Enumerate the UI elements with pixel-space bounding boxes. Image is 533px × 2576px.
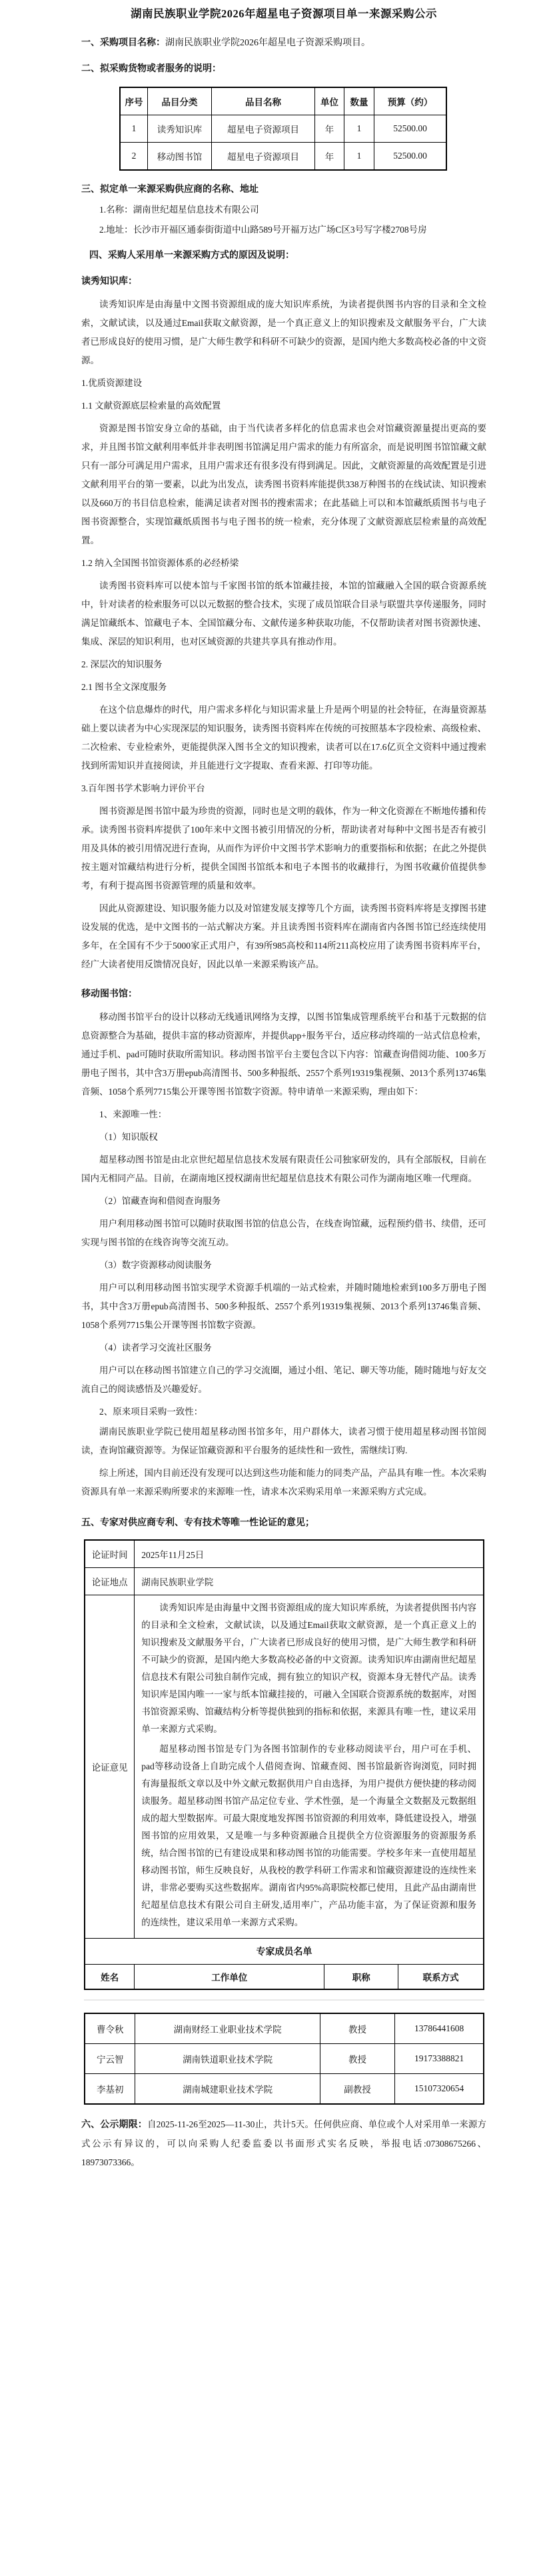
subheading-2: 2. 深层次的知识服务 bbox=[81, 659, 163, 669]
items-header-name: 品目名称 bbox=[212, 87, 315, 115]
experts-header-name: 姓名 bbox=[85, 1965, 135, 1990]
section-3-heading: 三、拟定单一来源采购供应商的名称、地址 bbox=[81, 185, 259, 195]
subheading-2-1: 2.1 图书全文深度服务 bbox=[81, 682, 167, 692]
duxiu-heading: 读秀知识库： bbox=[81, 277, 137, 287]
expert-title: 教授 bbox=[320, 2044, 394, 2074]
section-1-line bbox=[81, 33, 486, 53]
review-place-label: 论证地点 bbox=[85, 1568, 135, 1595]
subheading-1: 1.优质资源建设 bbox=[81, 378, 143, 388]
review-opinion-paragraph-1: 读秀知识库是由海量中文图书资源组成的庞大知识库系统，为读者提供图书内容的目录和全文检索，文献试读，以及通过Email获取文献资源，是一个真正意义上的知识搜索及文献服务平台，广大读者已形成良好的使用习惯，是广大师生教学和科研不可缺少的资源，是国内绝大多数高校必备的中文资源。读秀知识库由湖南世纪超星信息技术有限公司独自制作完成，拥有独立的知识产权，资源本身无替代产品。读秀知识库是国内唯一一家与纸本馆藏挂接的，可融入全国联合资源系统的数据库，对图书馆资源采购、馆藏结构分析等提供独到的指标和依据，来源具有唯一性，建议采用单一来源方式采购。 bbox=[141, 1603, 476, 1734]
section-4-heading: 四、采购人采用单一来源采购方式的原因及说明： bbox=[89, 251, 294, 261]
table-row bbox=[85, 2044, 484, 2074]
mobile-library-intro-paragraph: 移动图书馆平台的设计以移动无线通讯网络为支撑，以图书馆集成管理系统平台和基于元数据的信息资源整合为基础，提供丰富的移动资源库，并提供app+服务平台，适应移动终端的一站式信息检索，通过手机、pad可随时获取所需知识。移动图书馆平台主要包含以下内容：馆藏查询借阅功能、100多万册电子图书，其中含3万册epub高清图书、500多种报纸、2557个系列19319集视频、2013个系列13746集音频、1058个系列7715集公开课等图书馆数字资源。特申请单一来源采购，理由如下： bbox=[81, 1012, 486, 1097]
expert-org: 湖南财经工业职业技术学院 bbox=[135, 2013, 320, 2044]
subheading-3: 3.百年图书学术影响力评价平台 bbox=[81, 783, 205, 793]
item-qty: 1 bbox=[344, 115, 374, 143]
expert-title: 副教授 bbox=[320, 2074, 394, 2105]
expert-org: 湖南城建职业技术学院 bbox=[135, 2074, 320, 2105]
expert-phone: 19173388821 bbox=[395, 2044, 484, 2074]
item-budget: 52500.00 bbox=[374, 143, 447, 171]
item-qty: 1 bbox=[344, 143, 374, 171]
table-row bbox=[85, 2074, 484, 2105]
expert-name: 曹令秋 bbox=[85, 2013, 135, 2044]
table-row bbox=[85, 1595, 484, 1939]
section-6-heading: 六、公示期限： bbox=[81, 2120, 147, 2130]
reason-2-heading: 2、原来项目采购一致性： bbox=[99, 1407, 203, 1417]
reason-1-1-paragraph: 超星移动图书馆是由北京世纪超星信息技术发展有限责任公司独家研发的，具有全部版权，目前在国内无相同产品。目前，在湖南地区授权湖南世纪超星信息技术有限公司作为湖南地区唯一代理商。 bbox=[81, 1155, 486, 1183]
section-2-line bbox=[81, 59, 486, 79]
experts-banner: 专家成员名单 bbox=[85, 1939, 484, 1965]
subheading-1-2: 1.2 纳入全国图书馆资源体系的必经桥梁 bbox=[81, 558, 239, 568]
reason-1-3-paragraph: 用户可以利用移动图书馆实现学术资源手机端的一站式检索，并随时随地检索到100多万册电子图书，其中含3万册epub高清图书、500多种报纸、2557个系列19319集视频、2013个系列13746集音频、1058个系列7715集公开课等图书馆数字资源。 bbox=[81, 1283, 486, 1330]
supplier-name-line: 1.名称：湖南世纪超星信息技术有限公司 bbox=[99, 205, 259, 215]
section-2-heading: 二、拟采购货物或者服务的说明： bbox=[81, 64, 221, 74]
reason-2-paragraph: 湖南民族职业学院已使用超星移动图书馆多年，用户群体大，读者习惯于使用超星移动图书馆阅读，查询馆藏资源等。为保证馆藏资源和平台服务的延续性和一致性，需继续订购. bbox=[81, 1427, 486, 1455]
table-row bbox=[85, 2013, 484, 2044]
item-unit: 年 bbox=[315, 143, 344, 171]
item-unit: 年 bbox=[315, 115, 344, 143]
subheading-1-1: 1.1 文献资源底层检索量的高效配置 bbox=[81, 401, 221, 411]
item-name: 超星电子资源项目 bbox=[212, 115, 315, 143]
table-row bbox=[120, 115, 446, 143]
expert-name: 宁云智 bbox=[85, 2044, 135, 2074]
table-row bbox=[85, 1568, 484, 1595]
mobile-library-heading: 移动图书馆： bbox=[81, 989, 137, 999]
paragraph-1-2: 读秀图书资料库可以使本馆与千家图书馆的纸本馆藏挂接，本馆的馆藏融入全国的联合资源系统中，针对读者的检索服务可以以元数据的整合技术，实现了成员馆联合目录与联盟共享传递服务，同时满足馆藏纸本、馆藏电子本、全国馆藏分布、文献传递多种获取功能，不仅帮助读者对图书资源快速、集成、深层的知识利用，也对区域资源的共建共享具有推动作用。 bbox=[81, 581, 486, 647]
paragraph-2-1: 在这个信息爆炸的时代，用户需求多样化与知识需求量上升是两个明显的社会特征，在海量资源基础上要以读者为中心实现深层的知识服务，读秀图书资料库在传统的可按照基本字段检索、高级检索、二次检索、专业检索外，更能提供深入图书全文的知识搜索，读者可以在17.6亿页全文资料中通过搜索找到所需知识并直接阅读，并且能进行文字提取、查看来源、打印等功能。 bbox=[81, 705, 486, 771]
section-5-heading: 五、专家对供应商专利、专有技术等唯一性论证的意见； bbox=[81, 1518, 314, 1528]
item-no: 2 bbox=[120, 143, 148, 171]
section-4-line bbox=[89, 246, 486, 265]
item-no: 1 bbox=[120, 115, 148, 143]
review-opinion-label: 论证意见 bbox=[85, 1595, 135, 1939]
reason-1-4-heading: （4）读者学习交流社区服务 bbox=[99, 1343, 212, 1353]
item-category: 读秀知识库 bbox=[148, 115, 212, 143]
review-time-value: 2025年11月25日 bbox=[135, 1540, 484, 1568]
item-category: 移动图书馆 bbox=[148, 143, 212, 171]
section-6-paragraph bbox=[81, 2115, 486, 2172]
section-6-text: 自2025-11-26至2025—11-30止，共计5天。任何供应商、单位或个人对采用单一来源方式公示有异议的，可以向采购人纪委监委以书面形式实名反映，举报电话:07308675266、18973073366。 bbox=[81, 2119, 487, 2167]
items-header-unit: 单位 bbox=[315, 87, 344, 115]
items-header-category: 品目分类 bbox=[148, 87, 212, 115]
duxiu-intro-paragraph: 读秀知识库是由海量中文图书资源组成的庞大知识库系统，为读者提供图书内容的目录和全文检索，文献试读，以及通过Email获取文献资源，是一个真正意义上的知识搜索及文献服务平台，广大读者已形成良好的使用习惯，是广大师生教学和科研不可缺少的资源，是国内绝大多数高校必备的中文资源。 bbox=[81, 299, 486, 365]
experts-header-phone: 联系方式 bbox=[398, 1965, 484, 1990]
review-opinion-paragraph-2: 超星移动图书馆是专门为各图书馆制作的专业移动阅读平台，用户可在手机、pad等移动设备上自助完成个人借阅查询、馆藏查阅、图书馆最新咨询浏览，同时拥有海量报纸文章以及中外文献元数据供用户自由选择，为用户提供方便快捷的移动阅读服务。超星移动图书馆产品定位专业、学术性强，是一个海量全文数据及元数据组成的超大型数据库。可最大限度地发挥图书馆资源的利用效率，降低建设投入，增强图书馆的应用效果，又是唯一与多种资源融合且提供全方位资源服务的资源服务系统，结合图书馆的已有建设成果和移动图书馆的功能需要。学校多年来一直使用超星移动图书馆，师生反映良好，从我校的教学科研工作需求和馆藏资源建设的连续性来讲，非常必要购买这些数据库。湖南省内95%高职院校都已使用，且此产品由湖南世纪超星信息技术有限公司自主研发,适用率广，产品功能丰富，为了保证资源和服务的连续性，建议采用单一来源方式采购。 bbox=[141, 1744, 476, 1927]
reason-1-2-heading: （2）馆藏查询和借阅查询服务 bbox=[99, 1196, 221, 1206]
reason-1-2-paragraph: 用户利用移动图书馆可以随时获取图书馆的信息公告，在线查询馆藏，远程预约借书、续借，还可实现与图书馆的在线咨询等交流互动。 bbox=[81, 1219, 486, 1247]
item-budget: 52500.00 bbox=[374, 115, 447, 143]
page-title: 湖南民族职业学院2026年超星电子资源项目单一来源采购公示 bbox=[131, 7, 437, 20]
items-table bbox=[119, 87, 447, 171]
items-header-no: 序号 bbox=[120, 87, 148, 115]
table-row bbox=[85, 1540, 484, 1568]
experts-table bbox=[84, 2013, 484, 2105]
summary-paragraph: 综上所述，国内目前还没有发现可以达到这些功能和能力的同类产品，产品具有唯一性。本次采购资源具有单一来源采购所要求的来源唯一性，请求本次采购采用单一来源采购方式完成。 bbox=[81, 1468, 486, 1497]
section-1-value: 湖南民族职业学院2026年超星电子资源采购项目。 bbox=[165, 38, 370, 48]
experts-header-row bbox=[85, 1965, 484, 1990]
section-1-heading: 一、采购项目名称： bbox=[81, 38, 165, 48]
table-row bbox=[120, 143, 446, 171]
expert-org: 湖南铁道职业技术学院 bbox=[135, 2044, 320, 2074]
review-time-label: 论证时间 bbox=[85, 1540, 135, 1568]
reason-1-1-heading: （1）知识版权 bbox=[99, 1132, 158, 1142]
reason-1-heading: 1、来源唯一性： bbox=[99, 1109, 167, 1119]
item-name: 超星电子资源项目 bbox=[212, 143, 315, 171]
reason-1-3-heading: （3）数字资源移动阅读服务 bbox=[99, 1260, 212, 1270]
expert-phone: 13786441608 bbox=[395, 2013, 484, 2044]
section-3-line bbox=[81, 180, 486, 199]
items-header-budget: 预算（约） bbox=[374, 87, 447, 115]
experts-header-title: 职称 bbox=[324, 1965, 398, 1990]
section-5-line bbox=[81, 1513, 486, 1533]
paragraph-3a: 图书资源是图书馆中最为珍贵的资源，同时也是文明的载体，作为一种文化资源在不断地传播和传承。读秀图书资料库提供了100年来中文图书被引用情况的分析，帮助读者对每种中文图书是否有被引用及具体的被引用情况进行查询，从而作为评价中文图书学术影响力的重要指标和依据；在此之外提供按主题对馆藏结构进行分析，提供全国图书馆纸本和电子本图书的收藏排行，为图书收藏价值提供参考，有利于提高图书资源管理的质量和效率。 bbox=[81, 806, 486, 891]
paragraph-3b: 因此从资源建设、知识服务能力以及对馆建发展支撑等几个方面，读秀图书资料库将是支撑图书建设发展的优选，是中文图书的一站式解决方案。并且读秀图书资料库在湖南省内各图书馆已经连续使用多年，在全国有不少于5000家正式用户，有39所985高校和114所211高校应用了读秀图书资料库平台，经广大读者使用反馈情况良好，因此以单一来源采购该产品。 bbox=[81, 903, 486, 969]
reason-1-4-paragraph: 用户可以在移动图书馆建立自己的学习交流圈，通过小组、笔记、聊天等功能，随时随地与好友交流自己的阅读感悟及兴趣爱好。 bbox=[81, 1365, 486, 1394]
expert-phone: 15107320654 bbox=[395, 2074, 484, 2105]
expert-name: 李基初 bbox=[85, 2074, 135, 2105]
items-table-header-row bbox=[120, 87, 446, 115]
expert-title: 教授 bbox=[320, 2013, 394, 2044]
supplier-address-line: 2.地址：长沙市开福区通泰街街道中山路589号开福万达广场C区3号写字楼2708号房 bbox=[99, 225, 427, 235]
review-place-value: 湖南民族职业学院 bbox=[135, 1568, 484, 1595]
table-row bbox=[85, 1939, 484, 1965]
items-header-qty: 数量 bbox=[344, 87, 374, 115]
experts-header-org: 工作单位 bbox=[135, 1965, 324, 1990]
review-table bbox=[84, 1539, 484, 1990]
page-break-line bbox=[84, 1999, 484, 2001]
paragraph-1-1: 资源是图书馆安身立命的基础，由于当代读者多样化的信息需求也会对馆藏资源量提出更高的要求，并且图书馆文献利用率低并非表明图书馆满足用户需求的能力有所富余，而是说明图书馆馆藏文献只有一部分可满足用户需求，且用户需求还有很多没有得到满足。因此，文献资源量的高效配置是引进文献利用平台的第一要素，以此为出发点，读秀图书资料库能提供338万种图书的在线试读、知识搜索以及660万的书目信息检索，能满足读者对图书的搜索需求；在此基础上可以和本馆藏纸质图书与电子图书资源整合，实现馆藏纸质图书与电子图书的统一检索，充分体现了文献资源底层检索量的高效配置。 bbox=[81, 423, 486, 545]
review-opinion-cell bbox=[135, 1595, 484, 1939]
